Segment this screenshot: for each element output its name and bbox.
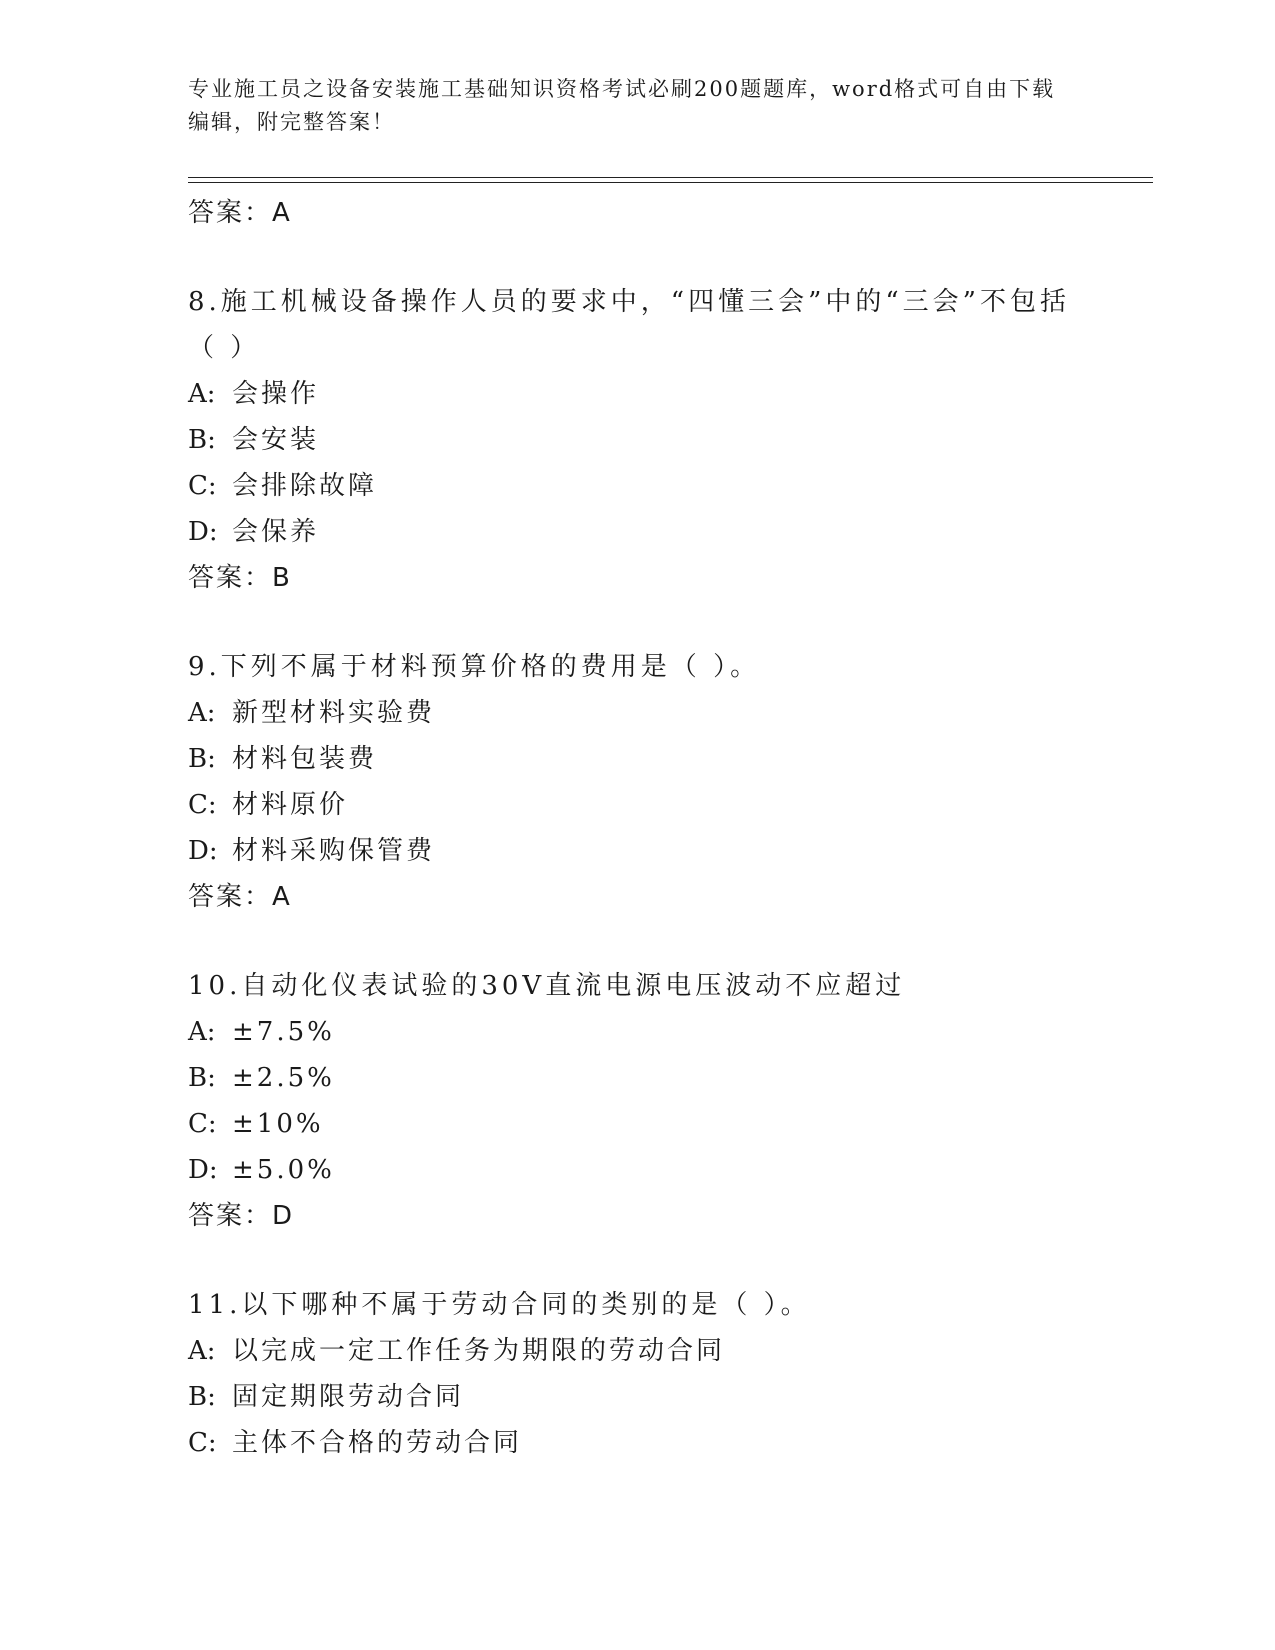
option-letter: D: (188, 836, 218, 866)
answer-line (188, 555, 1088, 601)
option-letter: C: (188, 471, 217, 501)
option-text: ±10% (232, 1109, 324, 1139)
answer-value: A (272, 882, 290, 912)
option-text: 材料原价 (232, 790, 349, 820)
question-text: 9.下列不属于材料预算价格的费用是（ ）。 (188, 652, 761, 682)
option-letter: A: (188, 698, 216, 728)
answer-value: B (272, 563, 290, 593)
option-item (188, 509, 1088, 555)
option-letter: C: (188, 1109, 217, 1139)
answer-value: A (272, 198, 290, 228)
option-letter: A: (188, 1336, 216, 1366)
option-item (188, 417, 1088, 463)
option-text: ±5.0% (232, 1155, 335, 1185)
question-block (188, 963, 1088, 1239)
document-header: 专业施工员之设备安装施工基础知识资格考试必刷200题题库，word格式可自由下载编辑，附完整答案！ (188, 77, 1056, 134)
header-divider-bottom (188, 182, 1153, 183)
answer-label: 答案： (188, 882, 273, 912)
option-text: 会保养 (232, 517, 320, 547)
option-text: ±2.5% (232, 1063, 335, 1093)
answer-label: 答案： (188, 563, 273, 593)
option-text: 新型材料实验费 (232, 698, 436, 728)
option-item (188, 782, 1088, 828)
option-text: 会操作 (232, 379, 320, 409)
option-item (188, 1374, 1088, 1420)
option-item (188, 1328, 1088, 1374)
option-item (188, 690, 1088, 736)
answer-line (188, 1193, 1088, 1239)
answer-value: D (272, 1201, 293, 1231)
option-text: 会排除故障 (232, 471, 378, 501)
option-letter: C: (188, 1428, 217, 1458)
option-item (188, 371, 1088, 417)
question-block (188, 279, 1088, 601)
option-letter: B: (188, 744, 216, 774)
question-text: 10.自动化仪表试验的30V直流电源电压波动不应超过 (188, 971, 906, 1001)
option-letter: A: (188, 1017, 216, 1047)
question-block (188, 644, 1088, 920)
answer-label: 答案： (188, 1201, 273, 1231)
option-item (188, 1055, 1088, 1101)
question-text: 8.施工机械设备操作人员的要求中，“四懂三会”中的“三会”不包括（ ） (188, 287, 1070, 363)
option-text: 固定期限劳动合同 (232, 1382, 465, 1412)
option-text: 以完成一定工作任务为期限的劳动合同 (232, 1336, 726, 1366)
option-item (188, 1420, 1088, 1466)
option-item (188, 1009, 1088, 1055)
answer-line (188, 874, 1088, 920)
option-letter: B: (188, 425, 216, 455)
answer-label: 答案： (188, 198, 273, 228)
option-item (188, 1147, 1088, 1193)
question-block (188, 1282, 1088, 1466)
option-letter: B: (188, 1382, 216, 1412)
header-divider-top (188, 177, 1153, 178)
option-letter: C: (188, 790, 217, 820)
question-list (188, 190, 1088, 1466)
question-text: 11.以下哪种不属于劳动合同的类别的是（ ）。 (188, 1290, 811, 1320)
option-item (188, 1101, 1088, 1147)
option-letter: B: (188, 1063, 216, 1093)
option-text: 会安装 (232, 425, 320, 455)
option-text: ±7.5% (232, 1017, 335, 1047)
questions-container (188, 279, 1088, 1466)
option-item (188, 463, 1088, 509)
option-letter: A: (188, 379, 216, 409)
option-text: 主体不合格的劳动合同 (232, 1428, 523, 1458)
option-item (188, 828, 1088, 874)
option-text: 材料采购保管费 (232, 836, 436, 866)
answer-line (188, 190, 1088, 236)
option-text: 材料包装费 (232, 744, 378, 774)
option-letter: D: (188, 1155, 218, 1185)
option-item (188, 736, 1088, 782)
option-letter: D: (188, 517, 218, 547)
